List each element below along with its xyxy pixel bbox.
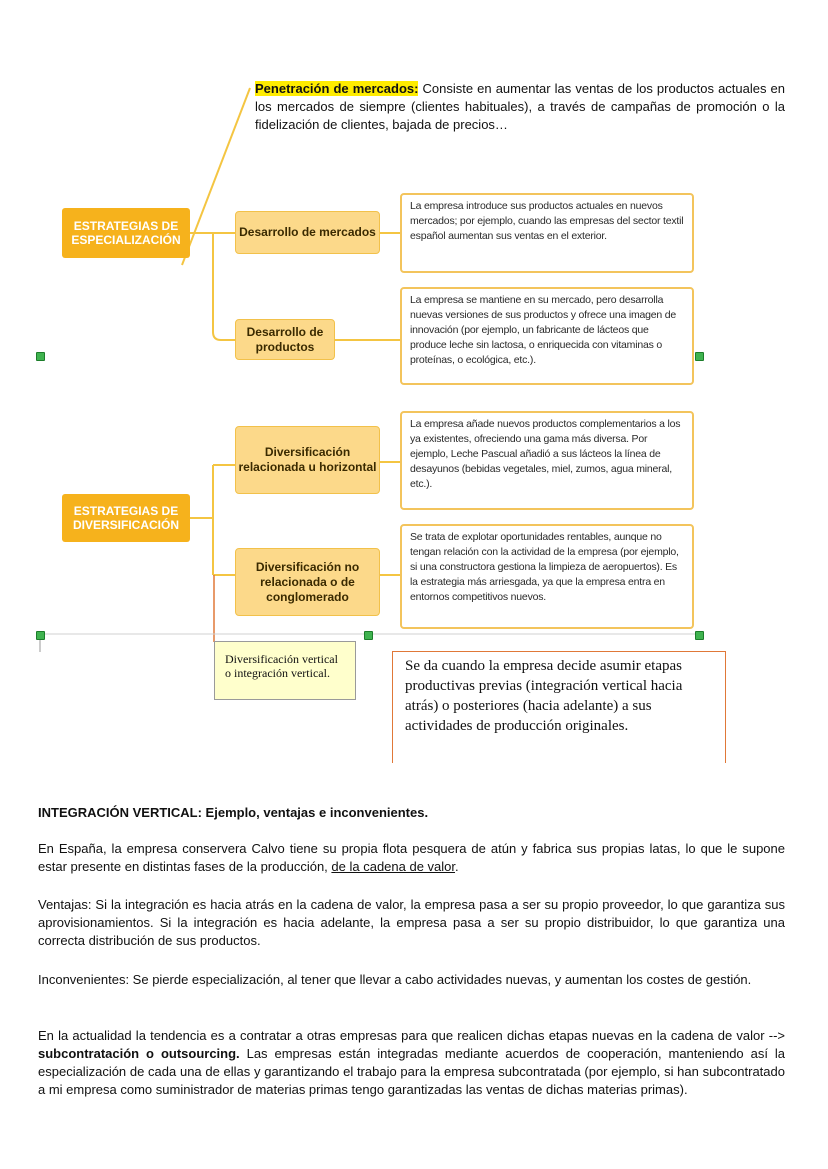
diversificacion-box: ESTRATEGIAS DE DIVERSIFICACIÓN [62, 494, 190, 542]
div-no-relacionada-box: Diversificación no relacionada o de conglomerado [235, 548, 380, 616]
outsourcing-term: subcontratación o outsourcing. [38, 1046, 240, 1061]
especializacion-box: ESTRATEGIAS DE ESPECIALIZACIÓN [62, 208, 190, 258]
desc-no-relacionada: Se trata de explotar oportunidades rentables, aunque no tengan relación con la actividad de la empresa (por ejemplo, si una constructora gestiona la limpieza de aeropuertos). Es la estrategia más arriesgada, ya que la empresa entra en entornos competitivos nuevos. [400, 524, 694, 629]
desc-mercados: La empresa introduce sus productos actuales en nuevos mercados; por ejemplo, cuando las empresas del sector textil español aumentan sus ventas en el exterior. [400, 193, 694, 273]
paragraph-outsourcing [38, 1027, 785, 1099]
p1-text: En España, la empresa conservera Calvo tiene su propia flota pesquera de atún y fabrica sus propias latas, lo que le supone estar presente en distintas fases de la producción, [38, 841, 785, 874]
desarrollo-mercados-box: Desarrollo de mercados [235, 211, 380, 254]
vertical-integration-label: Diversificación vertical o integración vertical. [214, 641, 356, 700]
desc-productos: La empresa se mantiene en su mercado, pero desarrolla nuevas versiones de sus productos y ofrece una imagen de innovación (por ejemplo, un fabricante de lácteos que produce leche sin lactosa, o enriquecida con vitaminas o proteínas, o ecológica, etc.). [400, 287, 694, 385]
div-relacionada-box: Diversificación relacionada u horizontal [235, 426, 380, 494]
resize-handle-right[interactable] [695, 352, 704, 361]
highlight-term: Penetración de mercados: [255, 81, 419, 96]
paragraph-inconvenientes: Inconvenientes: Se pierde especialización, al tener que llevar a cabo actividades nuevas, y aumentan los costes de gestión. [38, 972, 752, 987]
p4-text: En la actualidad la tendencia es a contratar a otras empresas para que realicen dichas etapas nuevas en la cadena de valor --> [38, 1028, 785, 1043]
p1-end: . [455, 859, 459, 874]
p4-rest: Las empresas están integradas mediante acuerdos de cooperación, manteniendo así la especialización de cada una de ellas y garantizando el trabajo para la empresa subcontratada (por ejemplo, si han subcontratado a mi empresa como suministrador de materias primas tengo garantizadas las ventas de dichas materias primas). [38, 1046, 785, 1097]
paragraph-example [38, 840, 785, 876]
cadena-valor-link[interactable]: de la cadena de valor [331, 859, 456, 874]
resize-handle-bottom-left[interactable] [36, 631, 45, 640]
desc-relacionada: La empresa añade nuevos productos complementarios a los ya existentes, ofreciendo una gama más diversa. Por ejemplo, Leche Pascual añadió a sus lácteos la línea de desayunos (bebidas vegetales, miel, zumos, agua mineral, etc.). [400, 411, 694, 510]
resize-handle-left[interactable] [36, 352, 45, 361]
resize-handle-bottom-right[interactable] [695, 631, 704, 640]
section-title: INTEGRACIÓN VERTICAL: Ejemplo, ventajas e inconvenientes. [38, 805, 429, 820]
resize-handle-bottom-center[interactable] [364, 631, 373, 640]
paragraph-ventajas: Ventajas: Si la integración es hacia atrás en la cadena de valor, la empresa pasa a ser su propio proveedor, lo que garantiza sus aprovisionamientos. Si la integración es hacia adelante, la empresa pasa a ser su propio distribuidor, lo que garantiza una correcta distribución de sus productos. [38, 897, 785, 948]
desarrollo-productos-box: Desarrollo de productos [235, 319, 335, 360]
intro-text: Consiste en aumentar las ventas de los productos actuales en los mercados de siempre (clientes habituales), a través de campañas de promoción o la fidelización de clientes, bajada de precios… [255, 81, 786, 132]
vertical-integration-desc: Se da cuando la empresa decide asumir etapas productivas previas (integración vertical hacia atrás) o posteriores (hacia adelante) a sus actividades de producción originales. [392, 651, 726, 763]
